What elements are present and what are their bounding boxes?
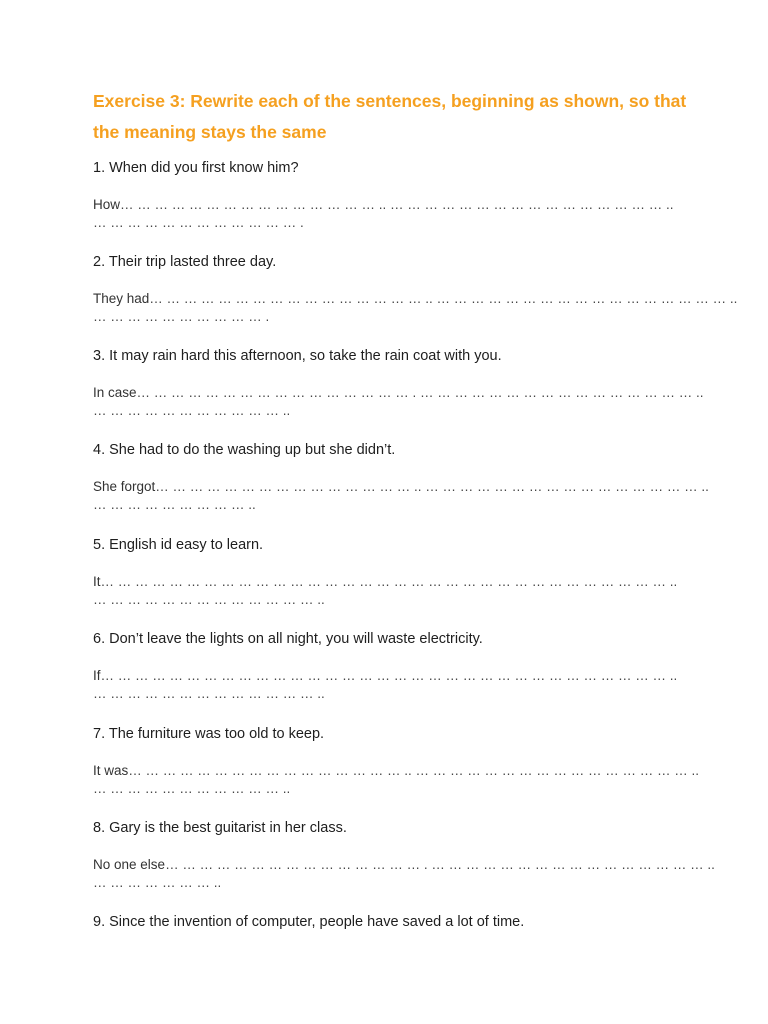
answer-start: No one else xyxy=(93,857,166,872)
answer-dots-continued: … … … … … … … … … … … … … .. xyxy=(93,686,325,701)
exercise-item-5 xyxy=(93,536,693,609)
exercise-item-4 xyxy=(93,441,709,514)
answer-start: If xyxy=(93,668,101,683)
answer-start: In case xyxy=(93,385,137,400)
exercise-item-3 xyxy=(93,347,704,420)
answer-dots-continued: … … … … … … … … … … … … . xyxy=(93,215,304,230)
question-text: 7. The furniture was too old to keep. xyxy=(93,726,325,742)
question-text: 1. When did you first know him? xyxy=(93,160,299,176)
exercise-item-8 xyxy=(93,819,715,892)
answer-line xyxy=(93,478,709,496)
answer-dots-continued: … … … … … … … .. xyxy=(93,875,222,890)
question-text: 3. It may rain hard this afternoon, so take the rain coat with you. xyxy=(93,348,502,364)
answer-start: She forgot xyxy=(93,479,156,494)
exercise-title: Exercise 3: Rewrite each of the sentences, beginning as shown, so that the meaning stays the same xyxy=(93,91,687,142)
answer-dots-continued: … … … … … … … … … … … .. xyxy=(93,403,291,418)
question-text: 8. Gary is the best guitarist in her class. xyxy=(93,820,347,836)
exercise-item-6 xyxy=(93,630,693,703)
answer-start: It xyxy=(93,574,101,589)
answer-line xyxy=(93,196,693,214)
answer-dots: … … … … … … … … … … … … … … … … … … … … … … … … … … … … … … … … … .. xyxy=(100,574,678,589)
answer-dots-continued: … … … … … … … … … .. xyxy=(93,497,256,512)
question-text: 2. Their trip lasted three day. xyxy=(93,254,277,270)
answer-line xyxy=(93,667,693,685)
answer-start: It was xyxy=(93,763,129,778)
question-text: 6. Don’t leave the lights on all night, you will waste electricity. xyxy=(93,631,483,647)
answer-start: They had xyxy=(93,291,150,306)
exercise-item-7 xyxy=(93,725,700,798)
answer-line xyxy=(93,573,693,591)
question-text: 9. Since the invention of computer, people have saved a lot of time. xyxy=(93,914,525,930)
question-text: 5. English id easy to learn. xyxy=(93,537,264,553)
answer-line xyxy=(93,384,704,402)
answer-line xyxy=(93,762,700,780)
answer-dots: … … … … … … … … … … … … … … … .. … … … … … … … … … … … … … … … … .. xyxy=(120,197,674,212)
answer-dots: … … … … … … … … … … … … … … … … .. … … … … … … … … … … … … … … … … .. xyxy=(128,763,700,778)
answer-line xyxy=(93,856,715,874)
answer-dots-continued: … … … … … … … … … … … .. xyxy=(93,781,291,796)
answer-dots-continued: … … … … … … … … … … . xyxy=(93,309,270,324)
answer-start: How xyxy=(93,197,121,212)
answer-dots: … … … … … … … … … … … … … … … … .. … … … … … … … … … … … … … … … … … .. xyxy=(149,291,738,306)
exercise-item-2 xyxy=(93,253,738,326)
answer-line xyxy=(93,290,738,308)
exercise-item-1 xyxy=(93,159,693,232)
answer-dots: … … … … … … … … … … … … … … … .. … … … … … … … … … … … … … … … … .. xyxy=(155,479,709,494)
answer-dots-continued: … … … … … … … … … … … … … .. xyxy=(93,592,325,607)
answer-dots: … … … … … … … … … … … … … … … . … … … … … … … … … … … … … … … … .. xyxy=(165,857,715,872)
question-text: 4. She had to do the washing up but she didn’t. xyxy=(93,442,396,458)
exercise-item-9 xyxy=(93,913,693,931)
answer-dots: … … … … … … … … … … … … … … … … . … … … … … … … … … … … … … … … … .. xyxy=(136,385,704,400)
answer-dots: … … … … … … … … … … … … … … … … … … … … … … … … … … … … … … … … … .. xyxy=(100,668,678,683)
